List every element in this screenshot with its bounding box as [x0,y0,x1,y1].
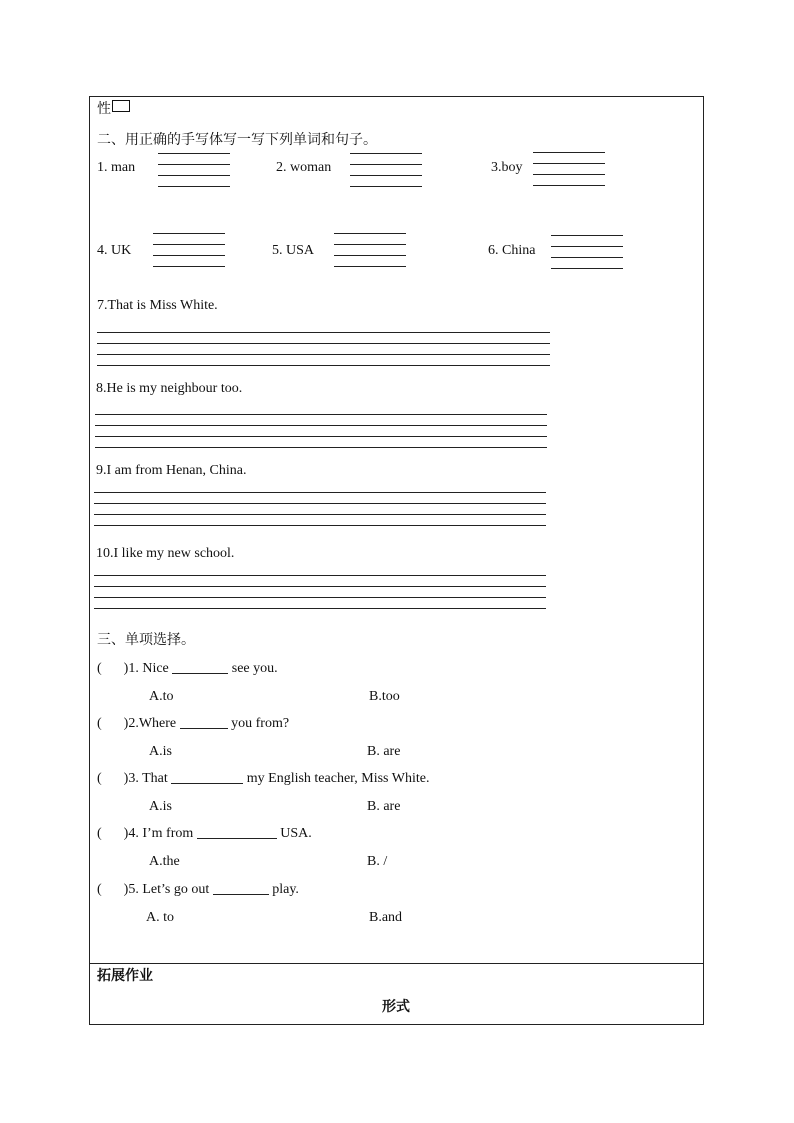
writing-line[interactable] [94,525,546,526]
option-b[interactable]: B. are [367,799,401,814]
option-a[interactable]: A.is [149,799,172,814]
writing-line[interactable] [350,164,422,165]
question-4: ( )4. I’m from USA. [97,826,312,841]
option-a[interactable]: A. to [146,910,174,925]
word-usa: 5. USA [272,243,315,258]
word-uk: 4. UK [97,243,132,258]
writing-line[interactable] [94,597,546,598]
question-5: ( )5. Let’s go out play. [97,882,299,897]
writing-line[interactable] [153,233,225,234]
writing-line[interactable] [350,186,422,187]
writing-line[interactable] [94,586,546,587]
option-a[interactable]: A.to [149,689,174,704]
writing-line[interactable] [95,447,547,448]
title-char: 性 [97,101,111,117]
writing-line[interactable] [94,575,546,576]
question-2: ( )2.Where you from? [97,716,290,731]
fill-blank[interactable] [180,716,228,729]
writing-line[interactable] [94,492,546,493]
writing-line[interactable] [153,255,225,256]
fill-blank[interactable] [172,661,228,674]
writing-line[interactable] [533,185,605,186]
writing-line[interactable] [158,186,230,187]
answer-paren: ( [97,771,102,786]
option-b[interactable]: B.and [369,910,403,925]
writing-line[interactable] [158,164,230,165]
option-a[interactable]: A.is [149,744,172,759]
writing-line[interactable] [334,244,406,245]
sentence-10: 10.I like my new school. [96,546,235,561]
question-1: ( )1. Nice see you. [97,661,278,676]
sentence-7: 7.That is Miss White. [97,298,218,313]
extension-label: 拓展作业 [97,968,153,984]
checkbox-icon [112,100,130,112]
writing-line[interactable] [158,175,230,176]
answer-paren: ( [97,661,102,676]
answer-paren: ( [97,716,102,731]
writing-line[interactable] [97,354,550,355]
writing-line[interactable] [551,268,623,269]
writing-line[interactable] [551,246,623,247]
writing-line[interactable] [533,174,605,175]
writing-line[interactable] [94,503,546,504]
writing-line[interactable] [95,436,547,437]
sentence-9: 9.I am from Henan, China. [96,463,247,478]
answer-paren: ( [97,882,102,897]
writing-line[interactable] [153,244,225,245]
writing-line[interactable] [350,153,422,154]
section3-heading: 三、单项选择。 [97,632,195,648]
writing-line[interactable] [533,163,605,164]
option-b[interactable]: B. / [367,854,388,869]
writing-line[interactable] [551,235,623,236]
writing-line[interactable] [551,257,623,258]
writing-line[interactable] [97,343,550,344]
writing-line[interactable] [97,332,550,333]
question-3: ( )3. That my English teacher, Miss White. [97,771,430,786]
writing-line[interactable] [158,153,230,154]
writing-line[interactable] [95,414,547,415]
fill-blank[interactable] [213,882,269,895]
fill-blank[interactable] [171,771,243,784]
writing-line[interactable] [95,425,547,426]
word-china: 6. China [488,243,536,258]
word-man: 1. man [97,160,136,175]
option-b[interactable]: B.too [369,689,400,704]
fill-blank[interactable] [197,826,277,839]
option-a[interactable]: A.the [149,854,180,869]
writing-line[interactable] [94,608,546,609]
writing-line[interactable] [350,175,422,176]
form-label: 形式 [382,999,410,1015]
word-boy: 3.boy [491,160,523,175]
writing-line[interactable] [533,152,605,153]
top-label [97,98,130,118]
section2-heading: 二、用正确的手写体写一写下列单词和句子。 [97,132,377,148]
writing-line[interactable] [334,233,406,234]
writing-line[interactable] [94,514,546,515]
answer-paren: ( [97,826,102,841]
writing-line[interactable] [153,266,225,267]
section-divider [90,963,703,964]
writing-line[interactable] [334,255,406,256]
writing-line[interactable] [334,266,406,267]
word-woman: 2. woman [276,160,332,175]
option-b[interactable]: B. are [367,744,401,759]
writing-line[interactable] [97,365,550,366]
sentence-8: 8.He is my neighbour too. [96,381,243,396]
